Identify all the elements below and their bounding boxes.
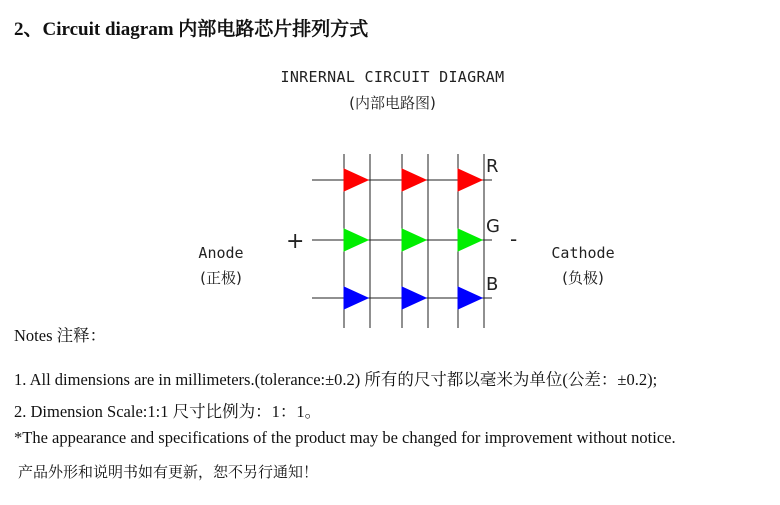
- diagram-title: INRERNAL CIRCUIT DIAGRAM: [280, 68, 505, 86]
- note-item: *The appearance and specifications of the product may be changed for improvement without notice.: [14, 428, 676, 447]
- note-item: 1. All dimensions are in millimeters.(tolerance:±0.2) 所有的尺寸都以毫米为单位(公差：±0.2);: [14, 370, 658, 389]
- led-r-1: [344, 169, 368, 191]
- cathode-label-group: [540, 244, 626, 288]
- led-r-3: [458, 169, 482, 191]
- row-label-b: B: [486, 274, 499, 295]
- led-g-2: [402, 229, 426, 251]
- led-g-3: [458, 229, 482, 251]
- row-label-r: R: [486, 156, 499, 177]
- led-b-1: [344, 287, 368, 309]
- cathode-label: Cathode: [551, 244, 615, 262]
- anode-sublabel: (正极): [200, 269, 242, 287]
- led-b-2: [402, 287, 426, 309]
- led-g-1: [344, 229, 368, 251]
- anode-label-group: [186, 244, 256, 288]
- note-item: 2. Dimension Scale:1:1 尺寸比例为：1：1。: [14, 402, 322, 421]
- led-r-2: [402, 169, 426, 191]
- cathode-sign: -: [510, 227, 518, 251]
- row-label-g: G: [486, 216, 500, 237]
- diagram-subtitle: (内部电路图): [349, 94, 436, 112]
- circuit-diagram: [280, 140, 540, 340]
- section-heading: 2、Circuit diagram 内部电路芯片排列方式: [14, 19, 369, 40]
- cathode-sublabel: (负极): [562, 269, 604, 287]
- anode-label: Anode: [198, 244, 244, 262]
- led-b-3: [458, 287, 482, 309]
- anode-sign: +: [286, 229, 305, 254]
- note-item: 产品外形和说明书如有更新，恕不另行通知！: [18, 463, 319, 481]
- notes-header: Notes 注释：: [14, 326, 107, 345]
